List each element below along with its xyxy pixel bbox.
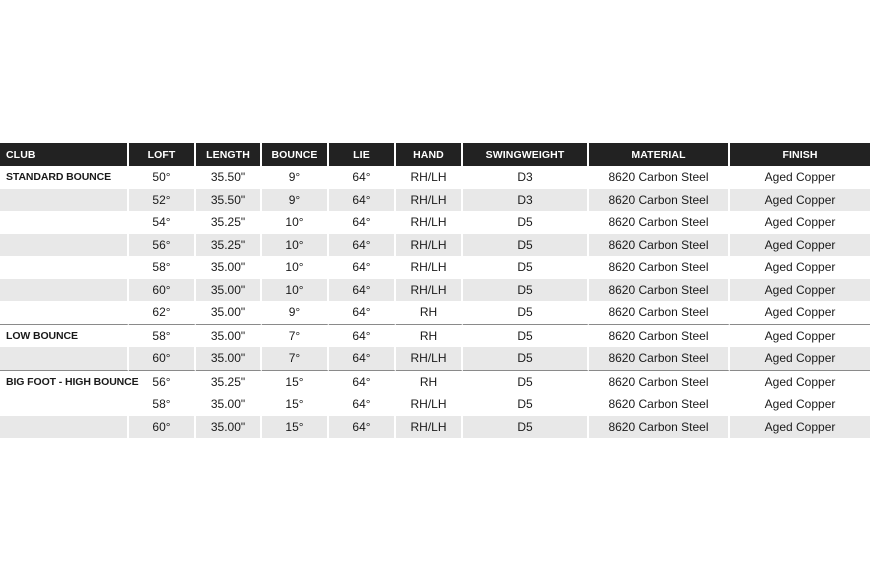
cell-bounce: 10° <box>262 279 329 302</box>
cell-lie: 64° <box>329 301 396 324</box>
cell-hand: RH/LH <box>396 166 463 189</box>
cell-length: 35.25" <box>196 211 262 234</box>
spec-table-header <box>0 143 870 166</box>
cell-length: 35.00" <box>196 347 262 370</box>
cell-hand: RH/LH <box>396 347 463 370</box>
cell-material: 8620 Carbon Steel <box>589 324 730 348</box>
header-hand: HAND <box>396 143 463 166</box>
cell-material: 8620 Carbon Steel <box>589 279 730 302</box>
cell-hand: RH/LH <box>396 189 463 212</box>
cell-finish: Aged Copper <box>730 189 870 212</box>
cell-hand: RH/LH <box>396 393 463 416</box>
cell-bounce: 7° <box>262 347 329 370</box>
cell-club: STANDARD BOUNCE <box>0 166 129 189</box>
cell-material: 8620 Carbon Steel <box>589 393 730 416</box>
cell-loft: 54° <box>129 211 196 234</box>
cell-bounce: 7° <box>262 324 329 348</box>
cell-lie: 64° <box>329 189 396 212</box>
cell-material: 8620 Carbon Steel <box>589 256 730 279</box>
cell-length: 35.25" <box>196 234 262 257</box>
header-length: LENGTH <box>196 143 262 166</box>
cell-lie: 64° <box>329 370 396 394</box>
cell-material: 8620 Carbon Steel <box>589 301 730 324</box>
cell-length: 35.00" <box>196 279 262 302</box>
table-row <box>0 416 870 439</box>
cell-loft: 56° <box>129 370 196 394</box>
cell-finish: Aged Copper <box>730 416 870 439</box>
header-loft: LOFT <box>129 143 196 166</box>
cell-finish: Aged Copper <box>764 170 836 185</box>
header-club: CLUB <box>0 143 129 166</box>
cell-loft: 62° <box>129 301 196 324</box>
table-row <box>0 301 870 324</box>
cell-length: 35.00" <box>196 256 262 279</box>
cell-finish: Aged Copper <box>764 260 836 275</box>
header-bounce: BOUNCE <box>262 143 329 166</box>
table-row <box>0 166 870 189</box>
cell-loft: 58° <box>129 324 196 348</box>
table-row <box>0 279 870 302</box>
cell-swingweight: D5 <box>463 301 589 324</box>
cell-club <box>0 211 129 234</box>
cell-club <box>0 347 129 370</box>
cell-swingweight: D5 <box>463 211 589 234</box>
cell-club <box>0 416 129 439</box>
cell-club <box>0 256 129 279</box>
cell-loft: 58° <box>129 256 196 279</box>
cell-swingweight: D5 <box>463 256 589 279</box>
table-row <box>0 370 870 394</box>
cell-bounce: 15° <box>262 393 329 416</box>
cell-length: 35.00" <box>196 416 262 439</box>
cell-material: 8620 Carbon Steel <box>589 347 730 370</box>
header-lie: LIE <box>329 143 396 166</box>
cell-lie: 64° <box>329 256 396 279</box>
cell-hand: RH <box>396 324 463 348</box>
cell-swingweight: D5 <box>463 234 589 257</box>
cell-lie: 64° <box>329 324 396 348</box>
cell-club <box>0 393 129 416</box>
cell-finish: Aged Copper <box>730 279 870 302</box>
cell-length: 35.00" <box>196 393 262 416</box>
cell-club: LOW BOUNCE <box>0 324 129 348</box>
cell-length: 35.25" <box>196 370 262 394</box>
cell-loft: 50° <box>129 166 196 189</box>
cell-hand: RH/LH <box>396 211 463 234</box>
cell-length: 35.00" <box>196 301 262 324</box>
cell-lie: 64° <box>329 416 396 439</box>
cell-finish: Aged Copper <box>764 397 836 412</box>
cell-bounce: 15° <box>262 416 329 439</box>
cell-finish: Aged Copper <box>764 215 836 230</box>
header-material: MATERIAL <box>589 143 730 166</box>
cell-hand: RH/LH <box>396 416 463 439</box>
table-row <box>0 347 870 370</box>
table-row <box>0 393 870 416</box>
table-row <box>0 324 870 348</box>
cell-finish: Aged Copper <box>730 234 870 257</box>
spec-table-body <box>0 166 870 438</box>
table-row <box>0 189 870 212</box>
cell-swingweight: D3 <box>463 189 589 212</box>
table-row <box>0 234 870 257</box>
table-row <box>0 211 870 234</box>
cell-club: BIG FOOT - HIGH BOUNCE <box>0 370 129 394</box>
cell-finish: Aged Copper <box>730 347 870 370</box>
cell-lie: 64° <box>329 347 396 370</box>
cell-bounce: 10° <box>262 256 329 279</box>
cell-swingweight: D5 <box>463 416 589 439</box>
cell-length: 35.50" <box>196 189 262 212</box>
cell-material: 8620 Carbon Steel <box>589 166 730 189</box>
cell-length: 35.00" <box>196 324 262 348</box>
cell-hand: RH <box>396 370 463 394</box>
cell-loft: 60° <box>129 279 196 302</box>
header-finish: FINISH <box>730 143 870 166</box>
cell-bounce: 10° <box>262 234 329 257</box>
header-row <box>0 143 870 166</box>
cell-hand: RH/LH <box>396 279 463 302</box>
cell-lie: 64° <box>329 211 396 234</box>
cell-lie: 64° <box>329 166 396 189</box>
cell-finish: Aged Copper <box>730 324 870 348</box>
cell-club <box>0 189 129 212</box>
cell-material: 8620 Carbon Steel <box>589 211 730 234</box>
cell-lie: 64° <box>329 279 396 302</box>
cell-club <box>0 301 129 324</box>
cell-material: 8620 Carbon Steel <box>589 234 730 257</box>
cell-finish: Aged Copper <box>730 370 870 394</box>
cell-lie: 64° <box>329 393 396 416</box>
cell-material: 8620 Carbon Steel <box>589 370 730 394</box>
cell-hand: RH/LH <box>396 256 463 279</box>
cell-bounce: 15° <box>262 370 329 394</box>
cell-hand: RH <box>396 301 463 324</box>
cell-swingweight: D5 <box>463 347 589 370</box>
table-row <box>0 256 870 279</box>
cell-swingweight: D5 <box>463 324 589 348</box>
cell-loft: 60° <box>129 347 196 370</box>
cell-swingweight: D5 <box>463 393 589 416</box>
cell-loft: 60° <box>129 416 196 439</box>
cell-length: 35.50" <box>196 166 262 189</box>
cell-loft: 56° <box>129 234 196 257</box>
cell-bounce: 9° <box>262 166 329 189</box>
cell-bounce: 10° <box>262 211 329 234</box>
cell-club <box>0 279 129 302</box>
cell-swingweight: D3 <box>463 166 589 189</box>
cell-bounce: 9° <box>262 189 329 212</box>
cell-swingweight: D5 <box>463 279 589 302</box>
cell-finish: Aged Copper <box>764 305 836 320</box>
cell-hand: RH/LH <box>396 234 463 257</box>
cell-material: 8620 Carbon Steel <box>589 189 730 212</box>
cell-lie: 64° <box>329 234 396 257</box>
cell-material: 8620 Carbon Steel <box>589 416 730 439</box>
cell-bounce: 9° <box>262 301 329 324</box>
cell-club <box>0 234 129 257</box>
cell-swingweight: D5 <box>463 370 589 394</box>
spec-table <box>0 143 870 438</box>
cell-loft: 58° <box>129 393 196 416</box>
header-swingweight: SWINGWEIGHT <box>463 143 589 166</box>
cell-loft: 52° <box>129 189 196 212</box>
